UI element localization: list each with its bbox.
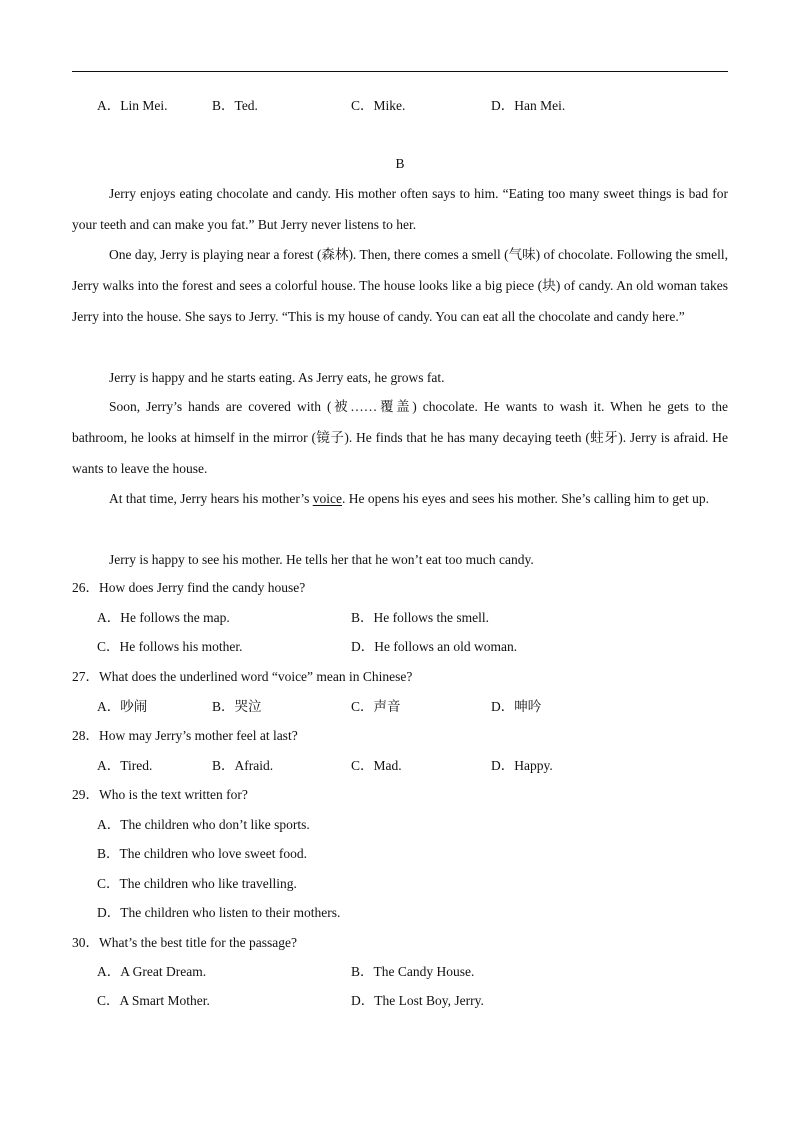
option-text: The children who listen to their mothers. xyxy=(120,905,341,920)
option-letter: C． xyxy=(351,699,374,714)
question-text: How may Jerry’s mother feel at last? xyxy=(99,728,298,743)
option-text: Mike. xyxy=(373,98,406,113)
question-text: What does the underlined word “voice” mean in Chinese? xyxy=(99,669,413,684)
prev-option-d[interactable] xyxy=(491,98,565,114)
option-letter: A． xyxy=(97,699,121,714)
prev-option-a[interactable] xyxy=(97,98,168,114)
question-30-option-a[interactable] xyxy=(97,964,206,980)
prev-option-b[interactable] xyxy=(212,98,258,114)
question-27-stem xyxy=(72,669,412,685)
option-text: Ted. xyxy=(234,98,258,113)
option-letter: C． xyxy=(351,98,374,113)
question-number: 27． xyxy=(72,669,99,684)
question-text: What’s the best title for the passage? xyxy=(99,935,297,950)
option-letter: C． xyxy=(97,993,120,1008)
question-26-stem xyxy=(72,580,305,596)
question-number: 26． xyxy=(72,580,99,595)
passage-paragraph-3: Jerry is happy and he starts eating. As Jerry eats, he grows fat. xyxy=(109,370,445,385)
option-text: Lin Mei. xyxy=(120,98,168,113)
question-28-option-a[interactable] xyxy=(97,758,152,774)
option-text: 吵闹 xyxy=(120,699,148,714)
question-27-option-a[interactable] xyxy=(97,699,147,715)
option-text: A Smart Mother. xyxy=(119,993,210,1008)
question-30-option-c[interactable] xyxy=(97,993,210,1009)
option-letter: B． xyxy=(212,699,235,714)
question-30-stem xyxy=(72,935,297,951)
option-letter: A． xyxy=(97,98,121,113)
option-letter: B． xyxy=(97,846,120,861)
option-text: The children who like travelling. xyxy=(119,876,297,891)
question-27-option-c[interactable] xyxy=(351,699,401,715)
option-letter: B． xyxy=(212,98,235,113)
option-letter: A． xyxy=(97,758,121,773)
option-letter: A． xyxy=(97,817,121,832)
question-text: Who is the text written for? xyxy=(99,787,248,802)
option-text: 呻吟 xyxy=(514,699,542,714)
option-text: Mad. xyxy=(373,758,402,773)
passage-paragraph-2: One day, Jerry is playing near a forest (森林). Then, there comes a smell (气味) of chocolate. Following the smell, Jerry walks into the forest and sees a colorful house. The house looks like a big piece (块) of candy. An old woman takes Jerry into the house. She says to Jerry. “This is my house of candy. You can eat all the chocolate and candy here.” xyxy=(72,247,728,324)
option-letter: C． xyxy=(97,876,120,891)
option-letter: D． xyxy=(491,699,515,714)
passage-paragraph-5 xyxy=(72,483,728,514)
question-number: 30． xyxy=(72,935,99,950)
option-letter: D． xyxy=(491,98,515,113)
option-letter: B． xyxy=(351,610,374,625)
option-text: He follows an old woman. xyxy=(374,639,518,654)
option-text: He follows the smell. xyxy=(373,610,489,625)
paragraph-text: . He opens his eyes and sees his mother. She’s calling him to get up. xyxy=(341,491,710,506)
passage-paragraph-1: Jerry enjoys eating chocolate and candy. His mother often says to him. “Eating too many sweet things is bad for your teeth and can make you fat.” But Jerry never listens to her. xyxy=(72,186,728,232)
question-30-option-d[interactable] xyxy=(351,993,484,1009)
option-text: 哭泣 xyxy=(234,699,262,714)
question-28-option-b[interactable] xyxy=(212,758,273,774)
option-letter: D． xyxy=(351,993,375,1008)
option-text: He follows his mother. xyxy=(119,639,243,654)
option-letter: A． xyxy=(97,610,121,625)
option-text: 声音 xyxy=(373,699,401,714)
question-26-option-c[interactable] xyxy=(97,639,243,655)
question-28-option-c[interactable] xyxy=(351,758,402,774)
question-27-option-d[interactable] xyxy=(491,699,541,715)
option-letter: C． xyxy=(97,639,120,654)
paragraph-text: At that time, Jerry hears his mother’s xyxy=(109,491,313,506)
option-text: Happy. xyxy=(514,758,553,773)
question-number: 28． xyxy=(72,728,99,743)
question-29-stem xyxy=(72,787,248,803)
option-text: He follows the map. xyxy=(120,610,230,625)
option-text: The children who don’t like sports. xyxy=(120,817,310,832)
passage-paragraph-6: Jerry is happy to see his mother. He tells her that he won’t eat too much candy. xyxy=(109,552,534,567)
option-text: The children who love sweet food. xyxy=(119,846,307,861)
question-26-option-d[interactable] xyxy=(351,639,517,655)
header-rule xyxy=(72,71,728,72)
option-text: Han Mei. xyxy=(514,98,566,113)
question-30-option-b[interactable] xyxy=(351,964,474,980)
option-letter: B． xyxy=(351,964,374,979)
option-letter: C． xyxy=(351,758,374,773)
option-text: The Lost Boy, Jerry. xyxy=(374,993,484,1008)
prev-option-c[interactable] xyxy=(351,98,405,114)
question-28-stem xyxy=(72,728,298,744)
section-heading: B xyxy=(395,156,405,171)
option-text: Tired. xyxy=(120,758,153,773)
option-letter: A． xyxy=(97,964,121,979)
option-text: A Great Dream. xyxy=(120,964,207,979)
question-26-option-b[interactable] xyxy=(351,610,489,626)
question-29-option-c[interactable] xyxy=(97,876,297,892)
question-26-option-a[interactable] xyxy=(97,610,230,626)
question-29-option-a[interactable] xyxy=(97,817,310,833)
question-29-option-b[interactable] xyxy=(97,846,307,862)
underlined-word: voice xyxy=(312,491,342,506)
question-text: How does Jerry find the candy house? xyxy=(99,580,306,595)
option-text: The Candy House. xyxy=(373,964,475,979)
option-letter: D． xyxy=(97,905,121,920)
option-letter: B． xyxy=(212,758,235,773)
question-27-option-b[interactable] xyxy=(212,699,262,715)
option-letter: D． xyxy=(351,639,375,654)
option-letter: D． xyxy=(491,758,515,773)
option-text: Afraid. xyxy=(234,758,274,773)
question-number: 29． xyxy=(72,787,99,802)
question-28-option-d[interactable] xyxy=(491,758,553,774)
passage-paragraph-4: Soon, Jerry’s hands are covered with (被……覆盖) chocolate. He wants to wash it. When he gets to the bathroom, he looks at himself in the mirror (镜子). He finds that he has many decaying teeth (蛀牙). Jerry is afraid. He wants to leave the house. xyxy=(72,399,728,476)
question-29-option-d[interactable] xyxy=(97,905,340,921)
